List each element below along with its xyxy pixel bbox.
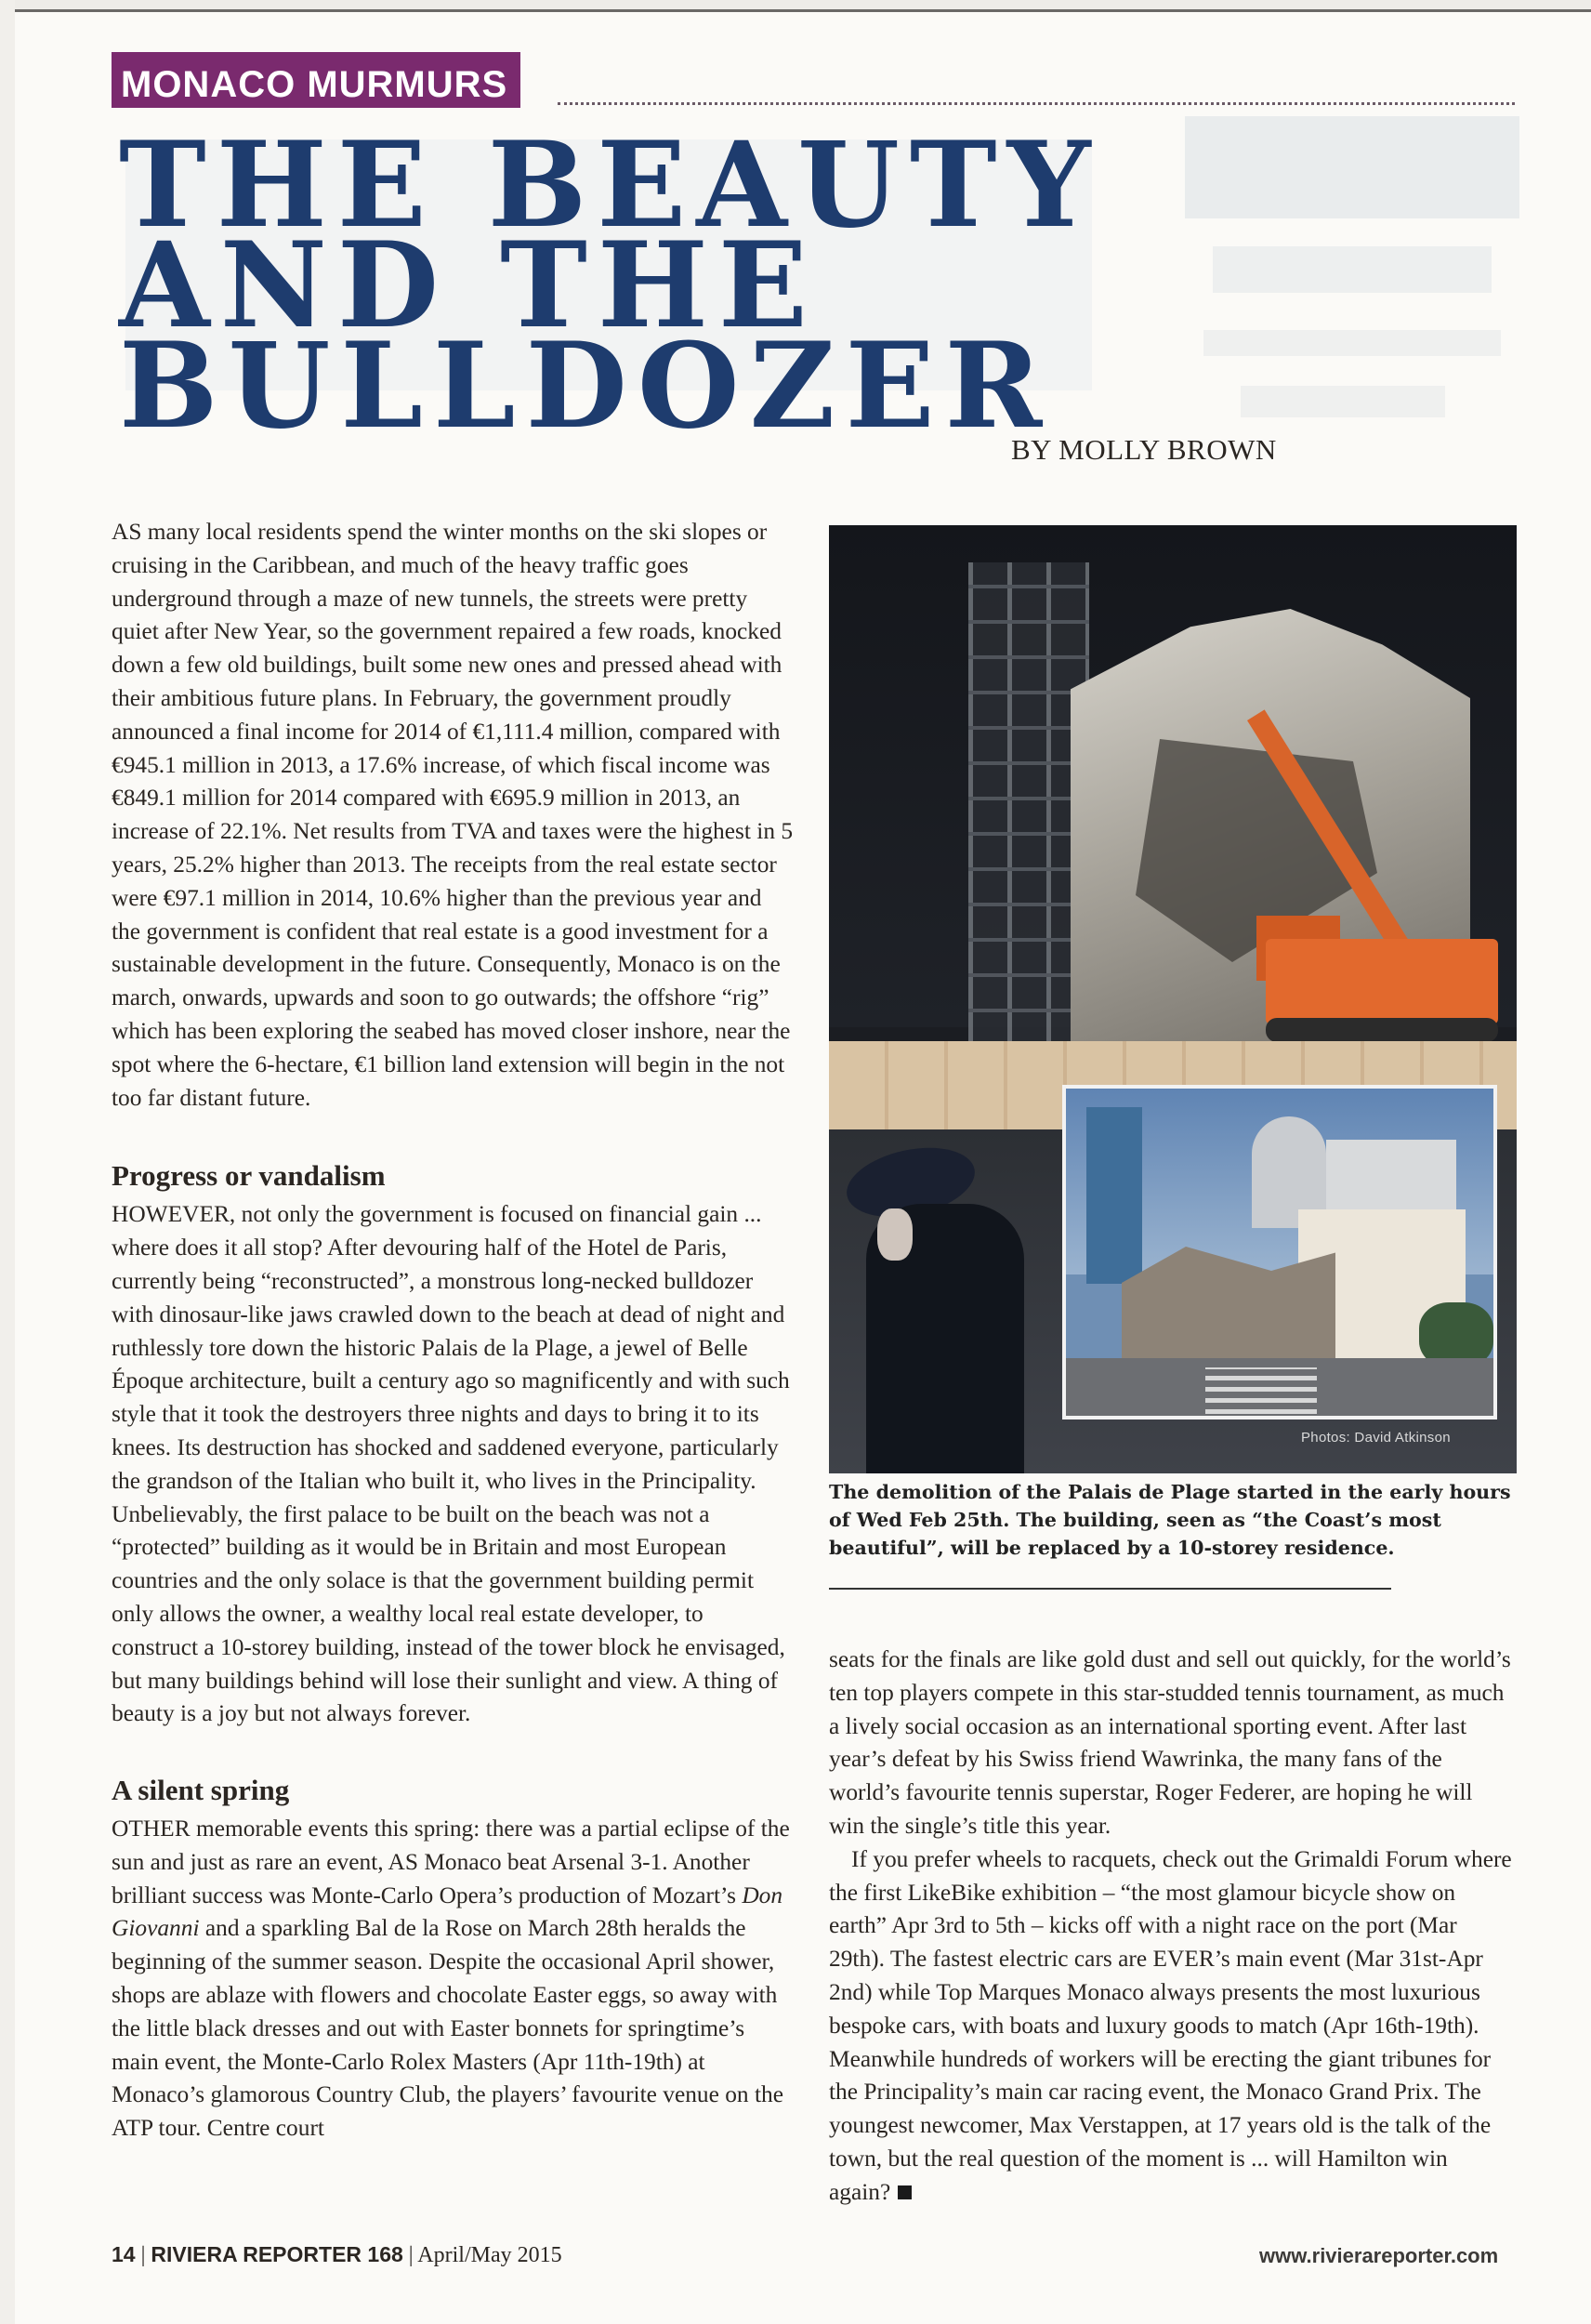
photo-caption: The demolition of the Palais de Plage started in the early hours of Wed Feb 25th. The building, seen as “the Coast’s most beautiful”, will be replaced by a 10-storey residence. [829, 1481, 1511, 1559]
excavator [1266, 939, 1498, 1024]
page-top-edge [0, 0, 1591, 12]
right-paragraph-2-text: If you prefer wheels to racquets, check out the Grimaldi Forum where the first LikeBike exhibition – “the most glamour bicycle show on earth” Apr 3rd to 5th – kicks off with a night race on the port (Mar 29th). The fastest electric cars are EVER’s main event (Mar 31st-Apr 2nd) while Top Marques Monaco always presents the most luxurious bespoke cars, with boats and luxury goods to match (Apr 16th-19th). Meanwhile hundreds of workers will be erecting the giant tribunes for the Principality’s main car racing event, the Monaco Grand Prix. The youngest newcomer, Max Verstappen, at 17 years old is the talk of the town, but the real question of the moment is ... will Hamilton win again? [829, 1845, 1512, 2205]
opera-title: Don Giovanni [112, 1882, 783, 1942]
folio-separator: | [140, 2243, 146, 2267]
page-left-edge [0, 0, 15, 2324]
inset-daylight-photo [1062, 1085, 1497, 1419]
intro-paragraph: AS many local residents spend the winter months on the ski slopes or cruising in the Caribbean, and much of the heavy traffic goes underground through a maze of new tunnels, the streets were pretty quiet after New Year, so the government repaired a few roads, knocked down a few old buildings, built some new ones and pressed ahead with their ambitious future plans. In February, the government proudly announced a final income for 2014 of €1,111.4 million, compared with €945.1 million in 2013, a 17.6% increase, of which fiscal income was €849.1 million for 2014 compared with €695.9 million in 2013, an increase of 22.1%. Net results from TVA and taxes were the highest in 5 years, 25.2% higher than 2013. The receipts from the real estate sector were €97.1 million in 2014, 10.6% higher than the previous year and the government is confident that real estate is a good investment for a sustainable development in the future. Consequently, Monaco is on the march, onwards, upwards and soon to go outwards; the offshore “rig” which has been exploring the seabed has moved closer inshore, near the spot where the 6-hectare, €1 billion land extension will begin in the not too far distant future. [112, 519, 794, 1111]
page-number: 14 [112, 2242, 136, 2266]
silent-spring-paragraph [112, 1813, 795, 2146]
right-paragraph-1: seats for the finals are like gold dust and sell out quickly, for the world’s ten top players compete in this star-studded tennis tournament, as much a lively social occasion as an international sporting event. After last year’s defeat by his Swiss friend Wawrinka, the many fans of the world’s favourite tennis superstar, Roger Federer, are hoping he will win the single’s title this year. [829, 1646, 1511, 1839]
silent-spring-text-1: OTHER memorable events this spring: there was a partial eclipse of the sun and just as rare an event, AS Monaco beat Arsenal 3-1. Another brilliant success was Monte-Carlo Opera’s production of Mozart’s [112, 1816, 790, 1908]
left-column [112, 516, 795, 2146]
caption-rule [829, 1588, 1391, 1590]
folio-separator-2: | [408, 2243, 414, 2267]
heading-progress: Progress or vandalism [112, 1159, 386, 1193]
right-paragraph-2 [829, 1843, 1512, 2210]
rubble [1122, 1247, 1335, 1367]
dotted-rule [558, 102, 1515, 105]
section-tag: MONACO MURMURS [112, 52, 520, 108]
headline-line-2: AND THE [119, 217, 818, 354]
headline-line-3: BULLDOZER [119, 317, 1053, 455]
progress-paragraph: HOWEVER, not only the government is focused on financial gain ... where does it all stop? After devouring half of the Hotel de Paris, currently being “reconstructed”, a monstrous long-necked bulldozer with dinosaur-like jaws crawled down to the beach at dead of night and ruthlessly tore down the historic Palais de la Plage, a jewel of Belle Époque architecture, built a century ago so magnificently and with such style that it took the destroyers three nights and days to bring it to its knees. Its destruction has shocked and saddened everyone, particularly the grandson of the Italian who built it, who lives in the Principality. Unbelievably, the first palace to be built on the beach was not a “protected” building as it would be in Britain and most European countries and the only solace is that the government building permit only allows the owner, a wealthy local real estate developer, to construct a 10-storey building, instead of the tower block he envisaged, but many buildings behind will lose their sunlight and view. A thing of beauty is a joy but not always forever. [112, 1201, 790, 1727]
headline-line-1: THE BEAUTY [119, 116, 1101, 254]
right-column [829, 1644, 1512, 2210]
footer-folio [112, 2242, 562, 2268]
website-url: www.rivierareporter.com [1259, 2244, 1499, 2267]
issue-date: April/May 2015 [417, 2243, 562, 2267]
silent-spring-text-2: and a sparkling Bal de la Rose on March 28th heralds the beginning of the summer season. Despite the occasional April shower, shops are ablaze with flowers and chocolate Easter eggs, so away with the little black dresses and out with Easter bonnets for springtime’s main event, the Monte-Carlo Rolex Masters (Apr 11th-19th) at Monaco’s glamorous Country Club, the players’ favourite venue on the ATP tour. Centre court [112, 1915, 783, 2142]
tower-block [1086, 1107, 1142, 1284]
magazine-name: RIVIERA REPORTER 168 [151, 2242, 403, 2266]
byline: BY MOLLY BROWN [1011, 433, 1277, 466]
end-of-article-mark [898, 2185, 912, 2199]
pedestrian-crossing [1205, 1367, 1317, 1414]
headline [119, 116, 1101, 455]
heading-silent-spring: A silent spring [112, 1774, 290, 1807]
photo-credit: Photos: David Atkinson [1301, 1430, 1451, 1446]
